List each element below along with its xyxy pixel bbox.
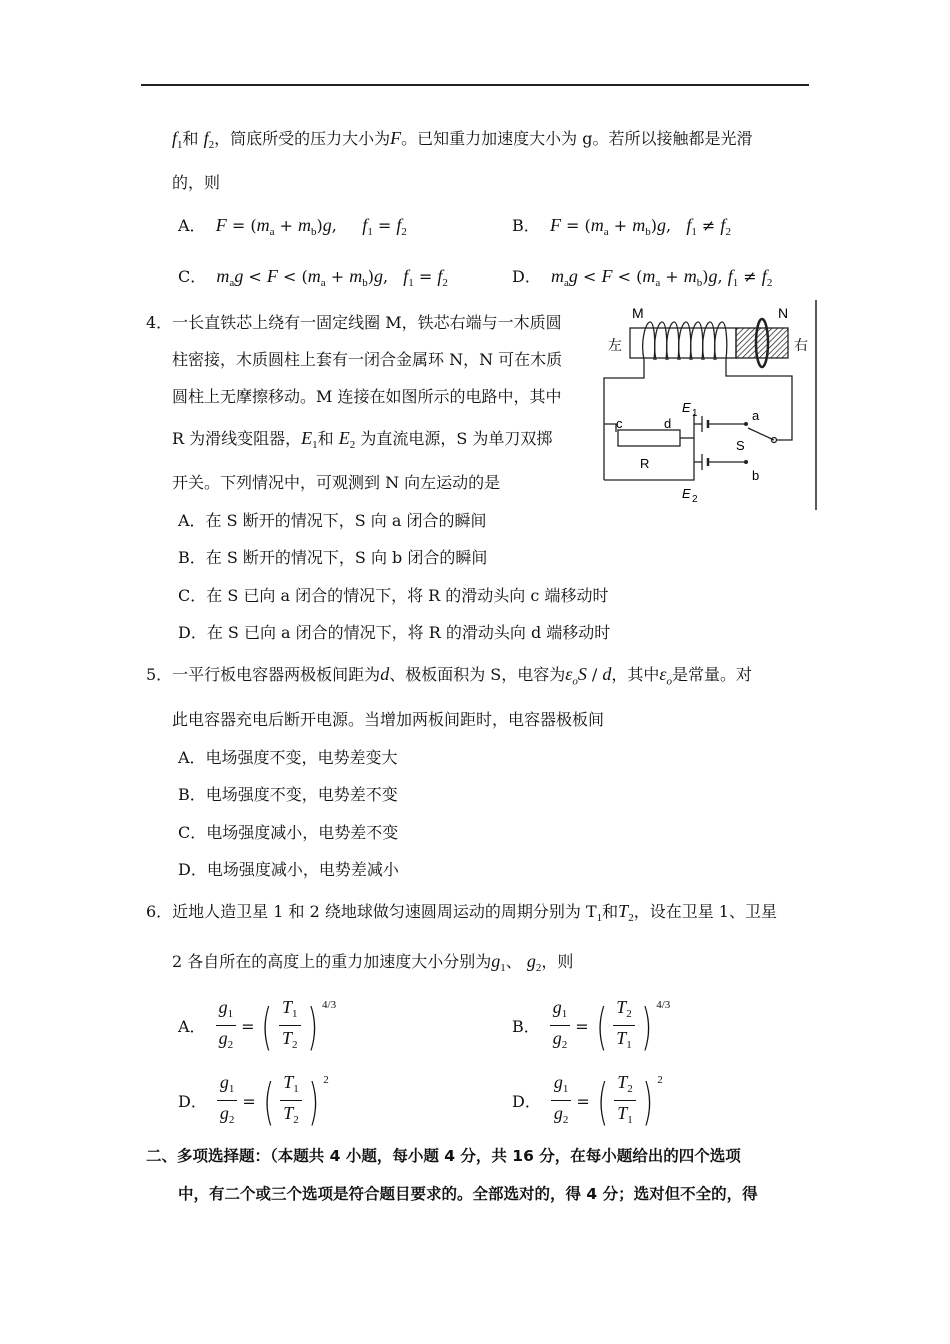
label-S: S — [736, 438, 745, 453]
q6-stem-line2: 2 各自所在的高度上的重力加速度大小分别为$g_1$、 $g_2$，则 — [172, 951, 574, 975]
label-right: 右 — [794, 337, 808, 353]
q4-option-d[interactable]: D．在 S 已向 a 闭合的情况下，将 R 的滑动头向 d 端移动时 — [178, 623, 611, 642]
label-E2-sub: 2 — [692, 494, 698, 505]
q5-option-c[interactable]: C．电场强度减小，电势差不变 — [178, 823, 399, 842]
q3-option-a[interactable]: A． $F = (m_a + m_b)g$, $f_1 = f_2$ — [178, 215, 407, 239]
section2-heading-line2: 中，有二个或三个选项是符合题目要求的。全部选对的，得 4 分；选对但不全的，得 — [178, 1185, 758, 1203]
q4-stem-line4: R 为滑线变阻器，$E_1$和 $E_2$ 为直流电源，S 为单刀双掷 — [172, 428, 553, 452]
q6-option-b[interactable]: B． $\frac{g_1}{g_2}$ = ( $\frac{T_2}{T_1}$ ) 4/3 — [512, 997, 671, 1056]
circuit-diagram — [596, 300, 820, 512]
q4-stem-line5: 开关。下列情况中，可观测到 N 向左运动的是 — [172, 473, 501, 492]
label-E2: E — [682, 486, 691, 501]
q4-option-b[interactable]: B．在 S 断开的情况下，S 向 b 闭合的瞬间 — [178, 548, 488, 567]
q5-option-d[interactable]: D．电场强度减小，电势差减小 — [178, 860, 399, 879]
label-d: d — [664, 416, 672, 431]
header-rule — [141, 84, 809, 86]
q5-stem-line1: 5．一平行板电容器两极板间距为d、极板面积为 S，电容为$\varepsilon_oS$ / d，其中$\varepsilon_o$是常量。对 — [146, 664, 753, 688]
q5-stem-line2: 此电容器充电后断开电源。当增加两板间距时，电容器极板间 — [172, 710, 605, 729]
q4-option-c[interactable]: C．在 S 已向 a 闭合的情况下，将 R 的滑动头向 c 端移动时 — [178, 586, 609, 605]
label-c: c — [616, 416, 623, 431]
q3-option-c[interactable]: C． $m_ag < F < (m_a + m_b)g$, $f_1 = f_2$ — [178, 266, 448, 290]
q5-option-a[interactable]: A．电场强度不变，电势差变大 — [178, 748, 398, 767]
q6-option-c[interactable]: D． $\frac{g_1}{g_2}$ = ( $\frac{T_1}{T_2}$ ) 2 — [178, 1072, 329, 1131]
q6-stem-line1: 6．近地人造卫星 1 和 2 绕地球做匀速圆周运动的周期分别为 $T_1$和$T_2$，设在卫星 1、卫星 — [146, 901, 777, 925]
q3-option-b[interactable]: B． $F = (m_a + m_b)g$, $f_1 \ne f_2$ — [512, 215, 731, 239]
q4-stem-line3: 圆柱上无摩擦移动。M 连接在如图所示的电路中，其中 — [172, 387, 562, 406]
label-b: b — [752, 468, 760, 483]
q6-option-a[interactable]: A． $\frac{g_1}{g_2}$ = ( $\frac{T_1}{T_2}$ ) 4/3 — [178, 997, 337, 1056]
label-M: M — [632, 305, 644, 321]
q4-stem-line1: 4．一长直铁芯上绕有一固定线圈 M，铁芯右端与一木质圆 — [146, 313, 562, 332]
section2-heading-line1: 二、多项选择题：（本题共 4 小题，每小题 4 分，共 16 分，在每小题给出的四个选项 — [146, 1147, 741, 1165]
label-left: 左 — [608, 337, 622, 353]
label-E1-sub: 1 — [692, 408, 698, 419]
q4-option-a[interactable]: A．在 S 断开的情况下，S 向 a 闭合的瞬间 — [178, 511, 487, 530]
label-a: a — [752, 408, 760, 423]
q3-option-d[interactable]: D． $m_ag < F < (m_a + m_b)g$, $f_1 \ne f_2$ — [512, 266, 773, 290]
q4-stem-line2: 柱密接，木质圆柱上套有一闭合金属环 N，N 可在木质 — [172, 350, 563, 369]
q4-circuit-figure — [596, 300, 820, 516]
label-E1: E — [682, 400, 691, 415]
label-R: R — [640, 456, 650, 471]
q5-option-b[interactable]: B．电场强度不变，电势差不变 — [178, 785, 398, 804]
q6-option-d[interactable]: D． $\frac{g_1}{g_2}$ = ( $\frac{T_2}{T_1}$ ) 2 — [512, 1072, 663, 1131]
q3-continuation-line1: $f_1$和 $f_2$，筒底所受的压力大小为F。已知重力加速度大小为 g。若所以接触都是光滑 — [172, 128, 753, 152]
q3-continuation-line2: 的，则 — [172, 173, 221, 192]
label-N: N — [778, 305, 789, 321]
